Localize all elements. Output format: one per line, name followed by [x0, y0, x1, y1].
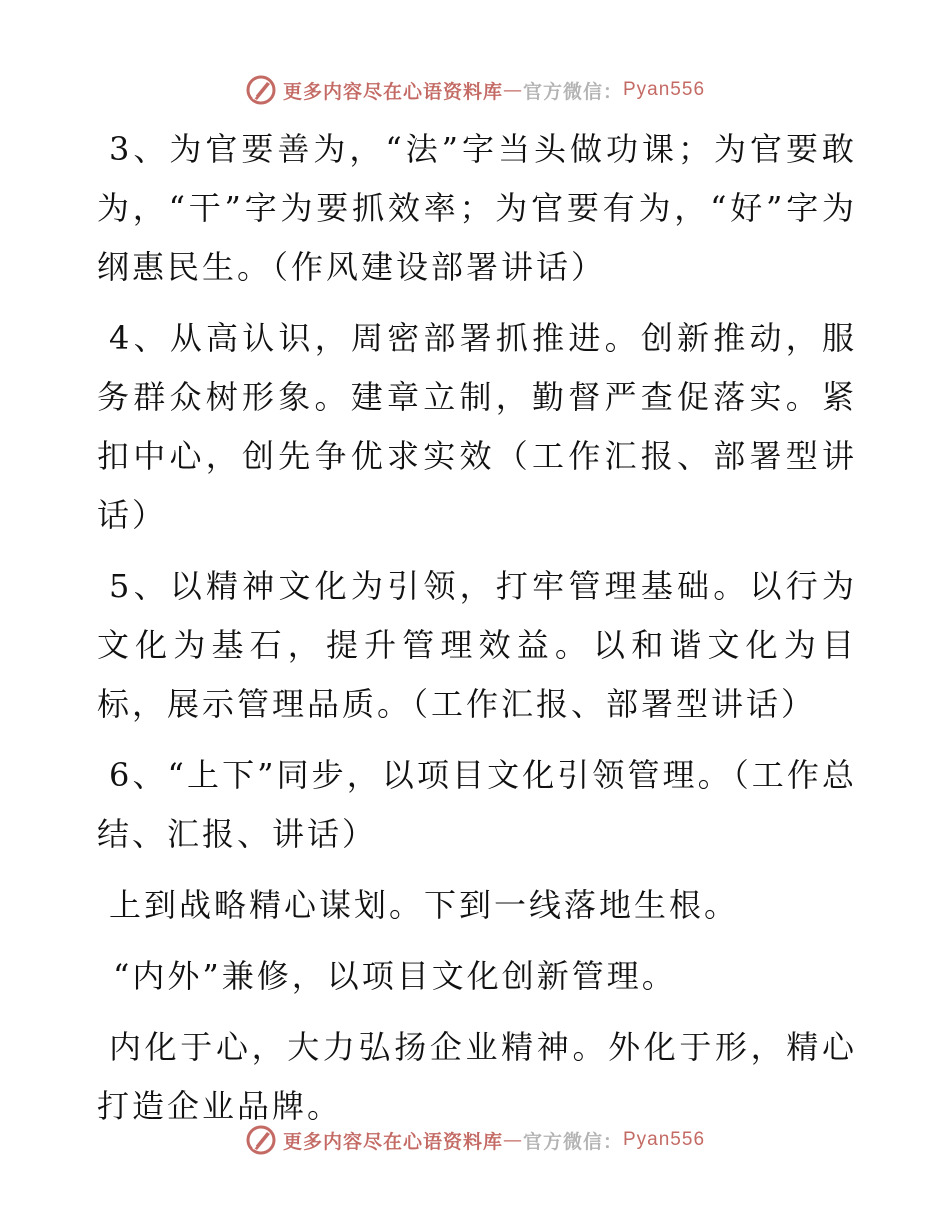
header-banner [0, 70, 950, 110]
paragraph-3: 3、为官要善为，“法”字当头做功课；为官要敢为，“干”字为要抓效率；为官要有为，“好”字为纲惠民生。（作风建设部署讲话） [97, 130, 857, 286]
footer-banner [0, 1120, 950, 1160]
quill-logo-icon [245, 74, 277, 106]
banner-dash: — [502, 79, 523, 101]
banner-wechat-id: Pyan556 [623, 79, 706, 100]
paragraph-neiwai: “内外”兼修，以项目文化创新管理。 [113, 957, 677, 995]
paragraph-6: 6、“上下”同步，以项目文化引领管理。（工作总结、汇报、讲话） [97, 756, 857, 853]
paragraph-5: 5、以精神文化为引领，打牢管理基础。以行为文化为基石，提升管理效益。以和谐文化为目标，展示管理品质。（工作汇报、部署型讲话） [97, 567, 857, 723]
quill-logo-icon [245, 1124, 277, 1156]
footer-banner-wechat-id: Pyan556 [623, 1129, 706, 1150]
footer-banner-title: 更多内容尽在心语资料库 [282, 1130, 503, 1153]
banner-wechat-label: 官方微信： [522, 80, 623, 103]
paragraph-4: 4、从高认识，周密部署抓推进。创新推动，服务群众树形象。建章立制，勤督严查促落实。紧扣中心，创先争优求实效（工作汇报、部署型讲话） [97, 319, 857, 534]
paragraph-neihua: 内化于心，大力弘扬企业精神。外化于形，精心打造企业品牌。 [97, 1028, 857, 1125]
footer-banner-dash: — [502, 1129, 523, 1151]
document-body [97, 120, 857, 1148]
banner-title: 更多内容尽在心语资料库 [282, 80, 503, 103]
paragraph-shangxia: 上到战略精心谋划。下到一线落地生根。 [109, 886, 740, 924]
footer-banner-wechat-label: 官方微信： [522, 1130, 623, 1153]
